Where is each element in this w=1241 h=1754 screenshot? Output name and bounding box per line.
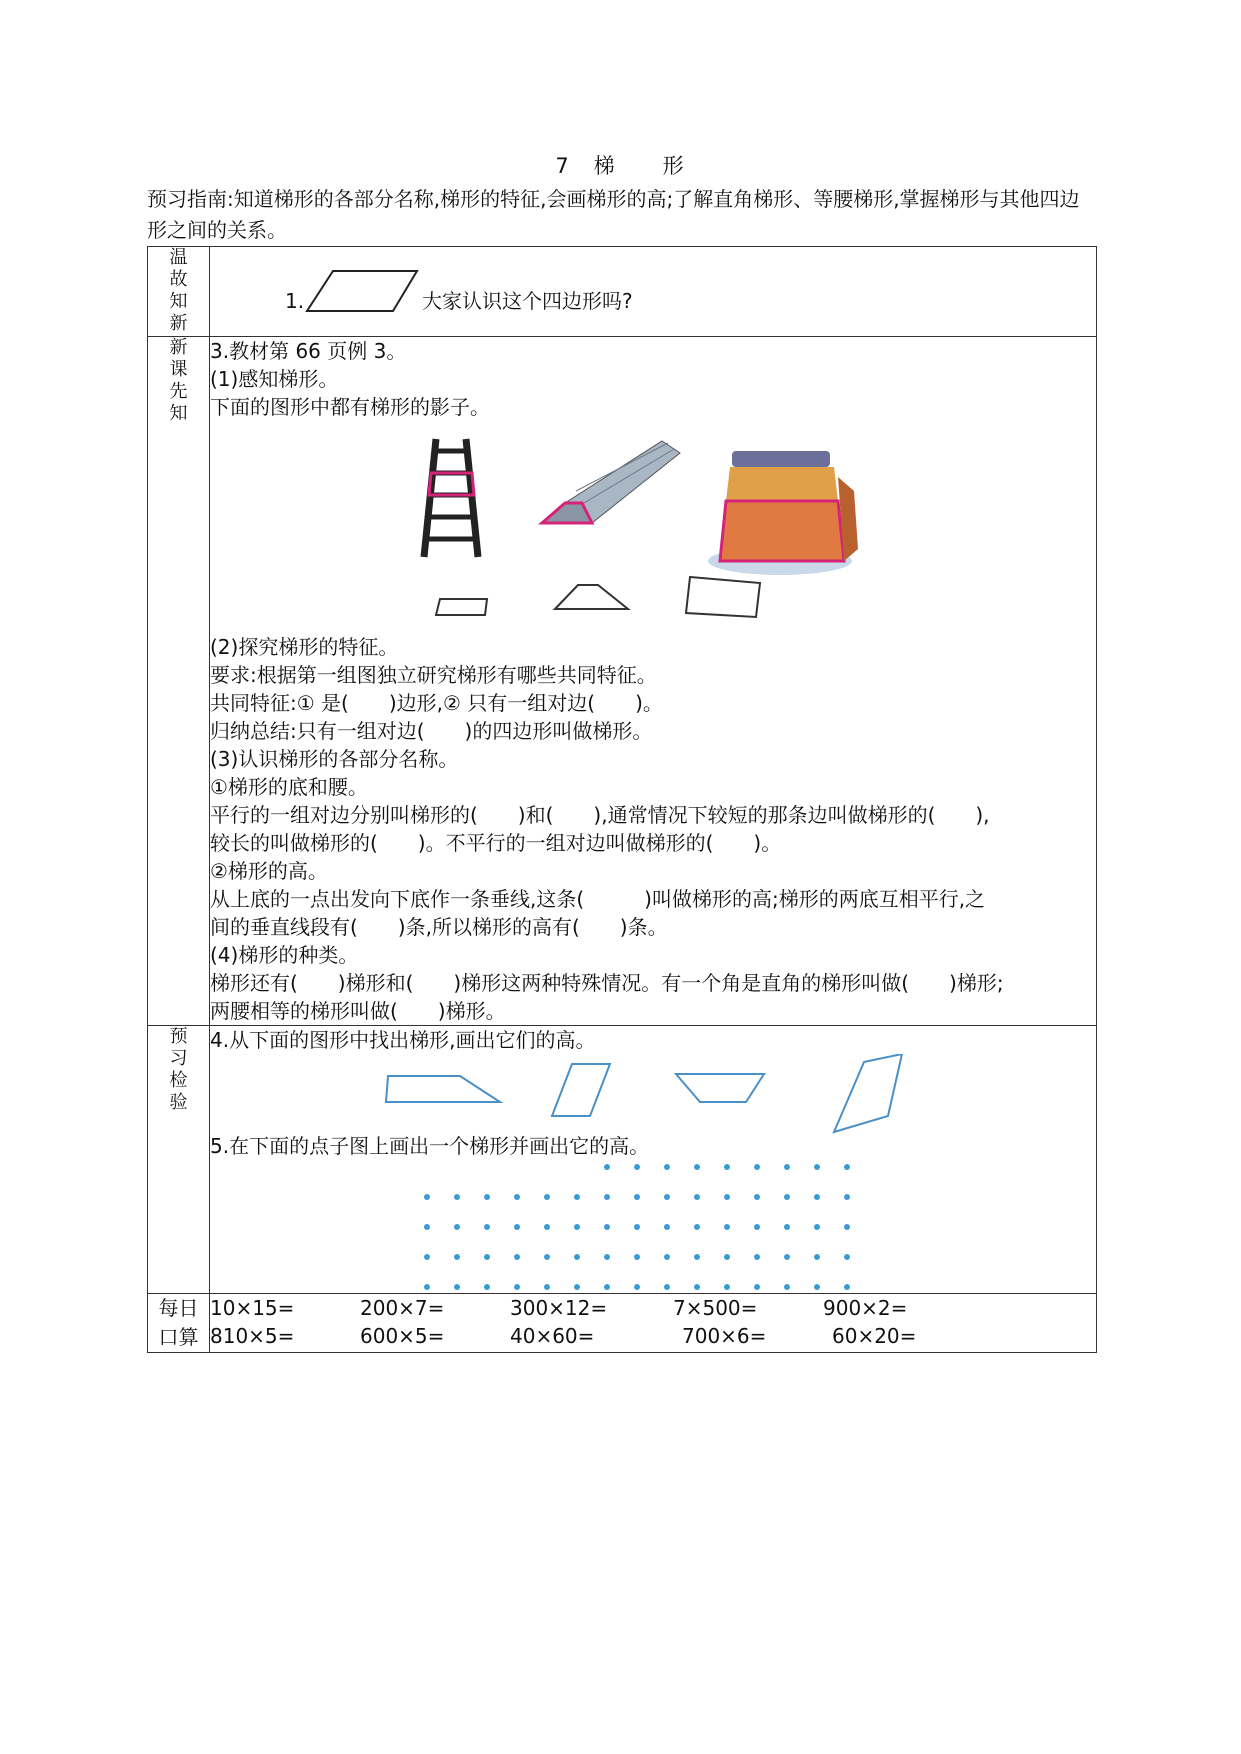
base-desc-2: 较长的叫做梯形的( )。不平行的一组对边叫做梯形的( )。 — [210, 831, 782, 855]
label-char: 故 — [169, 269, 188, 290]
q4-shape-trapezoid-1 — [386, 1076, 500, 1102]
step-perceive: (1)感知梯形。 — [210, 367, 339, 391]
ladder-illustration — [424, 439, 478, 557]
preview-guide: 预习指南:知道梯形的各部分名称,梯形的特征,会画梯形的高;了解直角梯形、等腰梯形,掌握梯形与其他四边形之间的关系。 — [147, 187, 1080, 242]
grid-dot[interactable] — [814, 1224, 820, 1230]
grid-dot[interactable] — [634, 1224, 640, 1230]
grid-dot[interactable] — [544, 1254, 550, 1260]
grid-dot[interactable] — [574, 1224, 580, 1230]
label-char: 验 — [169, 1092, 188, 1113]
calc-row-2 — [210, 1322, 1096, 1350]
grid-dot[interactable] — [484, 1254, 490, 1260]
calc-item: 900×2= — [823, 1296, 908, 1320]
label-char: 知 — [169, 291, 188, 312]
grid-dot[interactable] — [754, 1284, 760, 1290]
grid-dot[interactable] — [514, 1254, 520, 1260]
grid-dot[interactable] — [514, 1194, 520, 1200]
check-content — [210, 1026, 1097, 1294]
dot-grid[interactable] — [424, 1164, 874, 1314]
daily-row — [148, 1294, 1097, 1353]
page-title: 7 梯 形 — [555, 154, 686, 178]
grid-dot[interactable] — [844, 1224, 850, 1230]
grid-dot[interactable] — [784, 1284, 790, 1290]
step-explore: (2)探究梯形的特征。 — [210, 635, 399, 659]
calc-item: 810×5= — [210, 1324, 295, 1348]
example-ref: 3.教材第 66 页例 3。 — [210, 339, 407, 363]
vaulting-box-illustration — [708, 451, 858, 575]
grid-dot[interactable] — [484, 1194, 490, 1200]
calc-item: 60×20= — [832, 1324, 917, 1348]
q4-shape-parallelogram — [552, 1064, 610, 1116]
label-char: 知 — [169, 403, 188, 424]
prism-shadow — [555, 585, 628, 609]
grid-dot[interactable] — [694, 1194, 700, 1200]
worksheet-table — [147, 246, 1097, 1353]
grid-dot[interactable] — [454, 1254, 460, 1260]
grid-dot[interactable] — [844, 1284, 850, 1290]
grid-dot[interactable] — [514, 1224, 520, 1230]
calc-item: 40×60= — [510, 1324, 595, 1348]
base-desc-1: 平行的一组对边分别叫梯形的( )和( ),通常情况下较短的那条边叫做梯形的( ), — [210, 803, 990, 827]
grid-dot[interactable] — [694, 1284, 700, 1290]
grid-dot[interactable] — [664, 1164, 670, 1170]
grid-dot[interactable] — [574, 1284, 580, 1290]
grid-dot[interactable] — [724, 1224, 730, 1230]
q4-shape-trapezoid-2 — [676, 1074, 764, 1102]
grid-dot[interactable] — [754, 1194, 760, 1200]
label-char: 预 — [169, 1026, 188, 1047]
daily-label — [148, 1294, 210, 1353]
grid-dot[interactable] — [784, 1224, 790, 1230]
types-desc-1: 梯形还有( )梯形和( )梯形这两种特殊情况。有一个角是直角的梯形叫做( )梯形; — [210, 971, 1004, 995]
calc-item: 200×7= — [360, 1296, 445, 1320]
label-line: 每日 — [158, 1296, 199, 1320]
grid-dot[interactable] — [634, 1194, 640, 1200]
grid-dot[interactable] — [454, 1194, 460, 1200]
q4-shape-quadrilateral — [834, 1054, 902, 1132]
grid-dot[interactable] — [424, 1224, 430, 1230]
new-lesson-content — [210, 337, 1097, 1026]
review-label — [148, 247, 210, 337]
calc-item: 300×12= — [510, 1296, 608, 1320]
grid-dot[interactable] — [604, 1194, 610, 1200]
calc-item: 7×500= — [673, 1296, 758, 1320]
grid-dot[interactable] — [574, 1254, 580, 1260]
grid-dot[interactable] — [664, 1224, 670, 1230]
grid-dot[interactable] — [784, 1164, 790, 1170]
grid-dot[interactable] — [814, 1164, 820, 1170]
label-char: 先 — [169, 381, 188, 402]
grid-dot[interactable] — [544, 1194, 550, 1200]
q1-question: 大家认识这个四边形吗? — [422, 289, 633, 313]
calc-row-1 — [210, 1294, 1096, 1322]
ladder-shadow — [436, 599, 487, 615]
grid-dot[interactable] — [724, 1254, 730, 1260]
grid-dot[interactable] — [664, 1254, 670, 1260]
label-char: 新 — [169, 337, 188, 358]
grid-dot[interactable] — [724, 1194, 730, 1200]
label-char: 习 — [169, 1048, 188, 1069]
grid-dot[interactable] — [844, 1254, 850, 1260]
step-types: (4)梯形的种类。 — [210, 943, 359, 967]
grid-dot[interactable] — [454, 1224, 460, 1230]
grid-dot[interactable] — [664, 1194, 670, 1200]
calc-item: 700×6= — [682, 1324, 767, 1348]
review-row — [148, 247, 1097, 337]
grid-dot[interactable] — [544, 1284, 550, 1290]
perceive-text: 下面的图形中都有梯形的影子。 — [210, 395, 490, 419]
calc-item: 600×5= — [360, 1324, 445, 1348]
grid-dot[interactable] — [724, 1164, 730, 1170]
review-content — [210, 247, 1097, 337]
base-and-leg: ①梯形的底和腰。 — [210, 775, 368, 799]
q5-text: 5.在下面的点子图上画出一个梯形并画出它的高。 — [210, 1134, 650, 1158]
label-char: 检 — [169, 1070, 188, 1091]
summary: 归纳总结:只有一组对边( )的四边形叫做梯形。 — [210, 719, 653, 743]
grid-dot[interactable] — [574, 1194, 580, 1200]
common-features: 共同特征:① 是( )边形,② 只有一组对边( )。 — [210, 691, 663, 715]
grid-dot[interactable] — [604, 1284, 610, 1290]
grid-dot[interactable] — [814, 1254, 820, 1260]
height-desc-1: 从上底的一点出发向下底作一条垂线,这条( )叫做梯形的高;梯形的两底互相平行,之 — [210, 887, 986, 911]
grid-dot[interactable] — [604, 1224, 610, 1230]
label-char: 课 — [169, 359, 188, 380]
grid-dot[interactable] — [814, 1284, 820, 1290]
explore-requirement: 要求:根据第一组图独立研究梯形有哪些共同特征。 — [210, 663, 657, 687]
new-lesson-label — [148, 337, 210, 1026]
height-heading: ②梯形的高。 — [210, 859, 328, 883]
grid-dot[interactable] — [424, 1284, 430, 1290]
grid-dot[interactable] — [844, 1164, 850, 1170]
q4-text: 4.从下面的图形中找出梯形,画出它们的高。 — [210, 1028, 596, 1052]
grid-dot[interactable] — [694, 1224, 700, 1230]
grid-dot[interactable] — [784, 1254, 790, 1260]
grid-dot[interactable] — [814, 1194, 820, 1200]
q4-shapes — [210, 1054, 930, 1144]
grid-dot[interactable] — [514, 1284, 520, 1290]
daily-content — [210, 1294, 1097, 1353]
grid-dot[interactable] — [634, 1254, 640, 1260]
step-parts: (3)认识梯形的各部分名称。 — [210, 747, 459, 771]
grid-dot[interactable] — [484, 1224, 490, 1230]
grid-dot[interactable] — [604, 1254, 610, 1260]
trapezoid-examples-illustration — [210, 421, 930, 621]
grid-dot[interactable] — [844, 1194, 850, 1200]
grid-dot[interactable] — [784, 1194, 790, 1200]
grid-dot[interactable] — [694, 1164, 700, 1170]
label-char: 新 — [169, 313, 188, 334]
parallelogram-figure — [305, 269, 420, 315]
q1-number: 1. — [285, 289, 305, 313]
check-label — [148, 1026, 210, 1294]
grid-dot[interactable] — [424, 1254, 430, 1260]
grid-dot[interactable] — [724, 1284, 730, 1290]
new-lesson-row — [148, 337, 1097, 1026]
label-line: 口算 — [158, 1325, 199, 1349]
check-row — [148, 1026, 1097, 1294]
box-shadow — [686, 577, 760, 617]
grid-dot[interactable] — [754, 1254, 760, 1260]
grid-dot[interactable] — [604, 1164, 610, 1170]
grid-dot[interactable] — [634, 1164, 640, 1170]
height-desc-2: 间的垂直线段有( )条,所以梯形的高有( )条。 — [210, 915, 668, 939]
grid-dot[interactable] — [754, 1224, 760, 1230]
grid-dot[interactable] — [694, 1254, 700, 1260]
grid-dot[interactable] — [484, 1284, 490, 1290]
grid-dot[interactable] — [544, 1224, 550, 1230]
types-desc-2: 两腰相等的梯形叫做( )梯形。 — [210, 999, 506, 1023]
grid-dot[interactable] — [664, 1284, 670, 1290]
prism-illustration — [542, 441, 680, 523]
calc-item: 10×15= — [210, 1296, 295, 1320]
grid-dot[interactable] — [754, 1164, 760, 1170]
grid-dot[interactable] — [454, 1284, 460, 1290]
grid-dot[interactable] — [634, 1284, 640, 1290]
label-char: 温 — [169, 247, 188, 268]
grid-dot[interactable] — [424, 1194, 430, 1200]
